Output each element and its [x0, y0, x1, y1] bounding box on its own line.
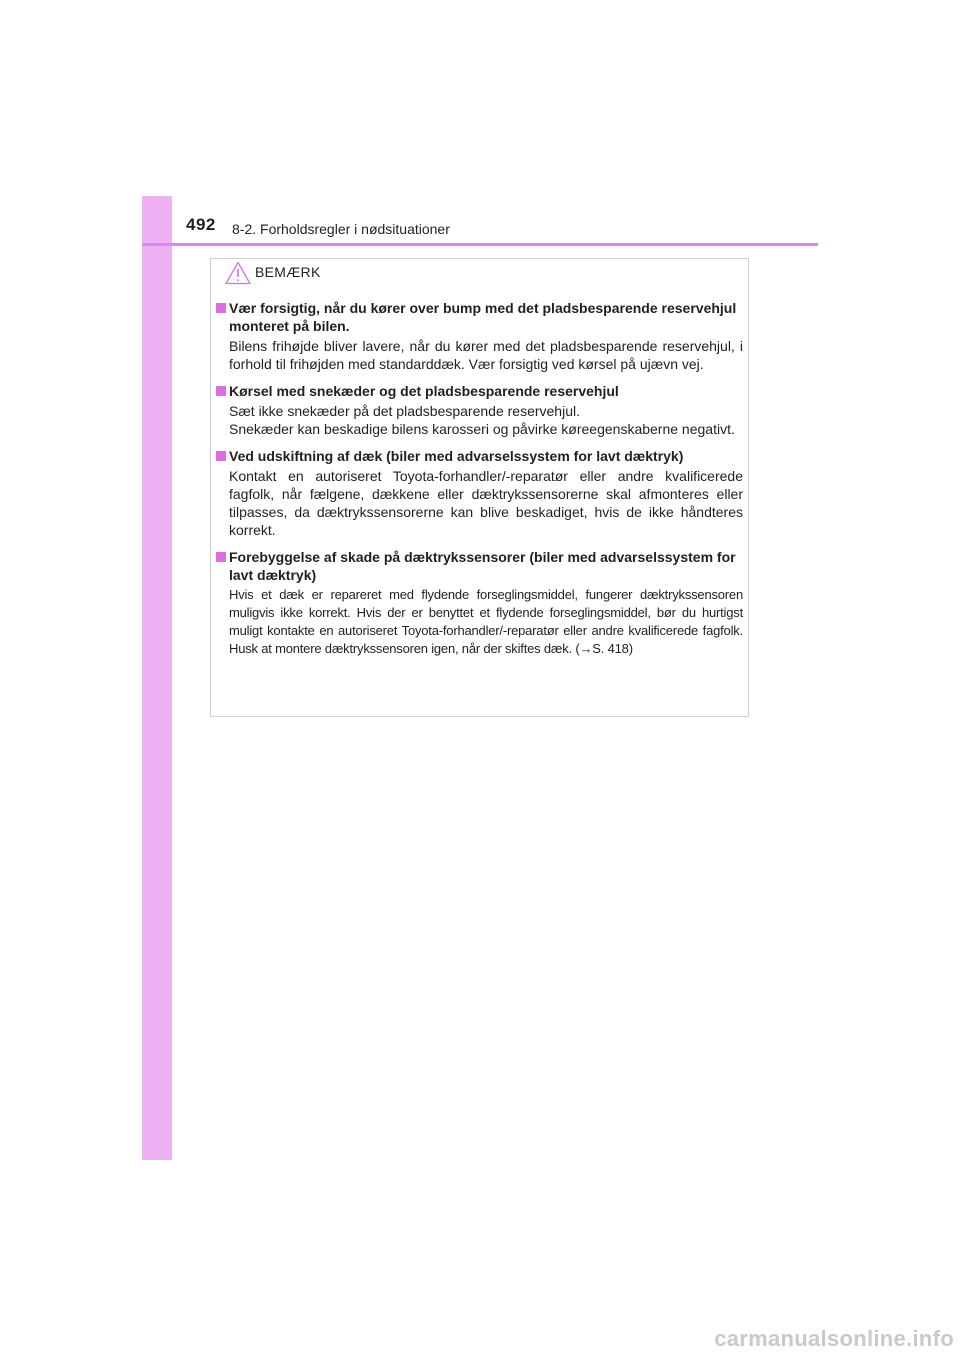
warning-triangle-icon [225, 261, 251, 285]
notice-section [216, 382, 743, 438]
side-tab-strip [142, 196, 172, 1160]
notice-body [216, 299, 743, 667]
header-rule [142, 243, 818, 246]
notice-section [216, 299, 743, 373]
page-number: 492 [186, 215, 216, 234]
square-bullet-icon [216, 451, 226, 461]
section-heading: Kørsel med snekæder og det pladsbesparende reservehjul [216, 382, 743, 400]
section-text: Hvis et dæk er repareret med flydende forseglingsmiddel, fungerer dæktrykssensoren muligvis ikke korrekt. Hvis der er benyttet et flydende forseglingsmiddel, bør du hurtigst muligt kontakte en autoriseret Toyota-forhandler/-reparatør eller andre kvalificerede fagfolk. Husk at montere dæktrykssensoren igen, når der skiftes dæk. (→S. 418) [229, 587, 743, 656]
notice-section [216, 447, 743, 539]
notice-section [216, 548, 743, 658]
section-title: 8-2. Forholdsregler i nødsituationer [232, 221, 450, 237]
section-heading: Vær forsigtig, når du kører over bump med det pladsbesparende reservehjul monteret på bilen. [216, 299, 743, 335]
section-heading: Ved udskiftning af dæk (biler med advarselssystem for lavt dæktryk) [216, 447, 743, 465]
section-text: Sæt ikke snekæder på det pladsbesparende reservehjul. Snekæder kan beskadige bilens karosseri og påvirke køreegenskaberne negativt. [229, 403, 735, 437]
notice-header [225, 259, 321, 285]
square-bullet-icon [216, 303, 226, 313]
square-bullet-icon [216, 386, 226, 396]
notice-box [210, 258, 749, 717]
section-text: Bilens frihøjde bliver lavere, når du kører med det pladsbesparende reservehjul, i forhold til frihøjden med standarddæk. Vær forsigtig ved kørsel på ujævn vej. [229, 338, 743, 372]
watermark: carmanualsonline.info [714, 1326, 954, 1351]
section-heading: Forebyggelse af skade på dæktrykssensorer (biler med advarselssystem for lavt dæktryk) [216, 548, 743, 584]
square-bullet-icon [216, 552, 226, 562]
notice-label: BEMÆRK [255, 264, 321, 280]
section-text: Kontakt en autoriseret Toyota-forhandler/-reparatør eller andre kvalificerede fagfolk, når fælgene, dækkene eller dæktrykssensorerne skal afmonteres eller tilpasses, da dæktrykssensorerne kan blive beskadiget, hvis de ikke håndteres korrekt. [229, 468, 743, 538]
